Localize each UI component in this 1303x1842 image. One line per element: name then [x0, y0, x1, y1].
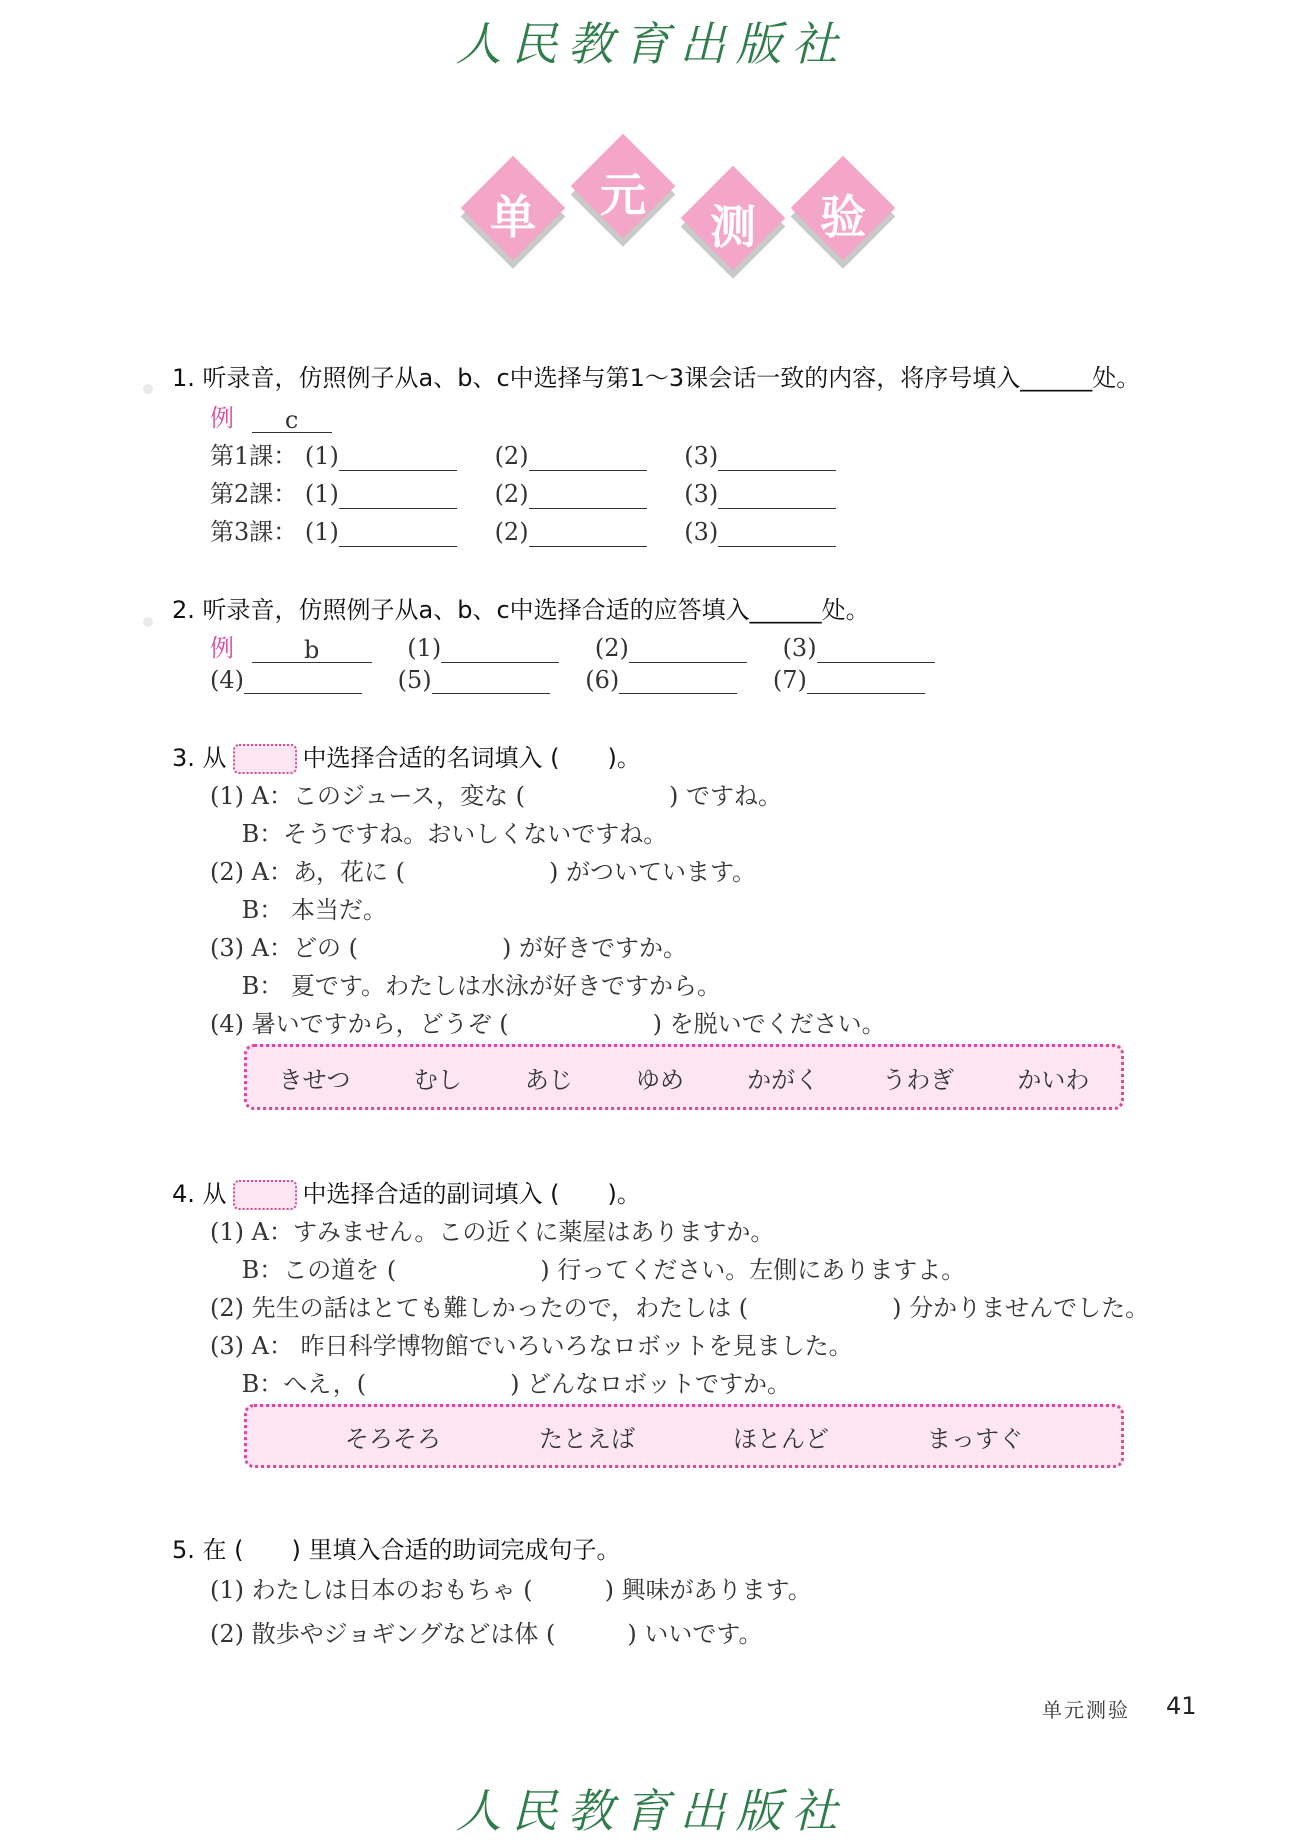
answer-blank[interactable] — [718, 482, 836, 509]
item-label: (6) — [585, 666, 620, 694]
item-label: (1) — [407, 634, 442, 662]
word-option: たとえば — [539, 1424, 635, 1453]
answer-blank[interactable] — [529, 444, 647, 471]
q1-row-1 — [210, 436, 836, 471]
answer-blank[interactable] — [718, 444, 836, 471]
title-char-3: 测 — [710, 200, 756, 254]
word-option: ゆめ — [635, 1065, 684, 1094]
q2-row-1 — [210, 628, 935, 663]
item-label: (3) — [684, 480, 719, 508]
footer-section-label: 单元测验 — [1042, 1698, 1130, 1722]
title-char-2: 元 — [600, 168, 646, 222]
q3-word-box — [244, 1044, 1124, 1110]
q2-row-2 — [210, 666, 925, 694]
q3-line-2: B：そうですね。おいしくないですね。 — [210, 820, 668, 848]
answer-blank[interactable] — [629, 636, 747, 663]
q4-heading-post: 中选择合适的副词填入 ( )。 — [302, 1180, 641, 1208]
q4-line-4: (3) A： 昨日科学博物館でいろいろなロボットを見ました。 — [210, 1332, 853, 1360]
answer-blank[interactable] — [244, 667, 362, 694]
title-char-4: 验 — [820, 190, 866, 244]
example-label: 例 — [210, 404, 234, 432]
item-label: (2) — [494, 518, 529, 546]
q2-heading: 2. 听录音，仿照例子从a、b、c中选择合适的应答填入______处。 — [172, 596, 870, 624]
publisher-logo-top: 人民教育出版社 — [455, 17, 848, 71]
word-option: まっすぐ — [927, 1424, 1023, 1453]
example-answer: c — [252, 406, 332, 433]
answer-blank[interactable] — [619, 667, 737, 694]
answer-blank[interactable] — [441, 636, 559, 663]
title-char-1: 单 — [490, 190, 536, 244]
q4-line-1: (1) A：すみません。この近くに薬屋はありますか。 — [210, 1218, 775, 1246]
word-option: かいわ — [1017, 1065, 1090, 1094]
word-box-marker — [233, 1180, 297, 1210]
item-label: (7) — [772, 666, 807, 694]
item-label: (3) — [684, 442, 719, 470]
answer-blank[interactable] — [339, 444, 457, 471]
answer-blank[interactable] — [432, 667, 550, 694]
item-label: (3) — [684, 518, 719, 546]
q1-heading: 1. 听录音，仿照例子从a、b、c中选择与第1～3课会话一致的内容，将序号填入______处。 — [172, 364, 1141, 392]
item-label: (2) — [594, 634, 629, 662]
word-option: ほとんど — [733, 1424, 829, 1453]
q3-heading-pre: 3. 从 — [172, 744, 227, 772]
answer-blank[interactable] — [718, 520, 836, 547]
q3-line-5: (3) A：どの ( ) が好きですか。 — [210, 934, 687, 962]
q3-line-3: (2) A：あ，花に ( ) がついています。 — [210, 858, 757, 886]
answer-blank[interactable] — [817, 636, 935, 663]
word-option: むし — [413, 1065, 462, 1094]
item-label: (4) — [210, 666, 244, 694]
example-answer: b — [252, 636, 372, 663]
q1-row-3 — [210, 512, 836, 547]
word-option: きせつ — [278, 1065, 351, 1094]
unit-test-title — [460, 145, 920, 275]
bullet-dot — [143, 617, 153, 627]
row-label: 第2課： — [210, 480, 298, 508]
q1-example — [210, 398, 332, 433]
q3-heading-post: 中选择合适的名词填入 ( )。 — [302, 744, 641, 772]
q3-heading — [172, 738, 641, 774]
q3-line-7: (4) 暑いですから，どうぞ ( ) を脱いでください。 — [210, 1010, 886, 1038]
example-label: 例 — [210, 634, 234, 662]
item-label: (5) — [397, 666, 432, 694]
word-option: そろそろ — [345, 1424, 441, 1453]
q4-line-5: B：へえ，( ) どんなロボットですか。 — [210, 1370, 792, 1398]
answer-blank[interactable] — [339, 520, 457, 547]
word-box-marker — [233, 744, 297, 774]
q5-line-2: (2) 散歩やジョギングなどは体 ( ) いいです。 — [210, 1620, 763, 1648]
item-label: (1) — [304, 442, 339, 470]
item-label: (1) — [304, 480, 339, 508]
word-option: あじ — [524, 1065, 573, 1094]
word-option: かがく — [747, 1065, 820, 1094]
q5-heading: 5. 在 ( ) 里填入合适的助词完成句子。 — [172, 1536, 621, 1564]
page-number: 41 — [1166, 1692, 1197, 1720]
q1-row-2 — [210, 474, 836, 509]
q4-word-box — [244, 1404, 1124, 1468]
q4-line-3: (2) 先生の話はとても難しかったので，わたしは ( ) 分かりませんでした。 — [210, 1294, 1150, 1322]
item-label: (1) — [304, 518, 339, 546]
item-label: (3) — [782, 634, 817, 662]
q4-line-2: B：この道を ( ) 行ってください。左側にありますよ。 — [210, 1256, 966, 1284]
item-label: (2) — [494, 480, 529, 508]
row-label: 第1課： — [210, 442, 298, 470]
row-label: 第3課： — [210, 518, 298, 546]
answer-blank[interactable] — [807, 667, 925, 694]
answer-blank[interactable] — [529, 482, 647, 509]
q3-line-6: B： 夏です。わたしは水泳が好きですから。 — [210, 972, 721, 1000]
q3-line-4: B： 本当だ。 — [210, 896, 387, 924]
q3-line-1: (1) A：このジュース，変な ( ) ですね。 — [210, 782, 782, 810]
item-label: (2) — [494, 442, 529, 470]
publisher-logo-bottom: 人民教育出版社 — [455, 1784, 848, 1838]
word-option: うわぎ — [882, 1065, 955, 1094]
answer-blank[interactable] — [339, 482, 457, 509]
q5-line-1: (1) わたしは日本のおもちゃ ( ) 興味があります。 — [210, 1576, 812, 1604]
q4-heading — [172, 1174, 641, 1210]
bullet-dot — [143, 384, 153, 394]
q4-heading-pre: 4. 从 — [172, 1180, 227, 1208]
answer-blank[interactable] — [529, 520, 647, 547]
